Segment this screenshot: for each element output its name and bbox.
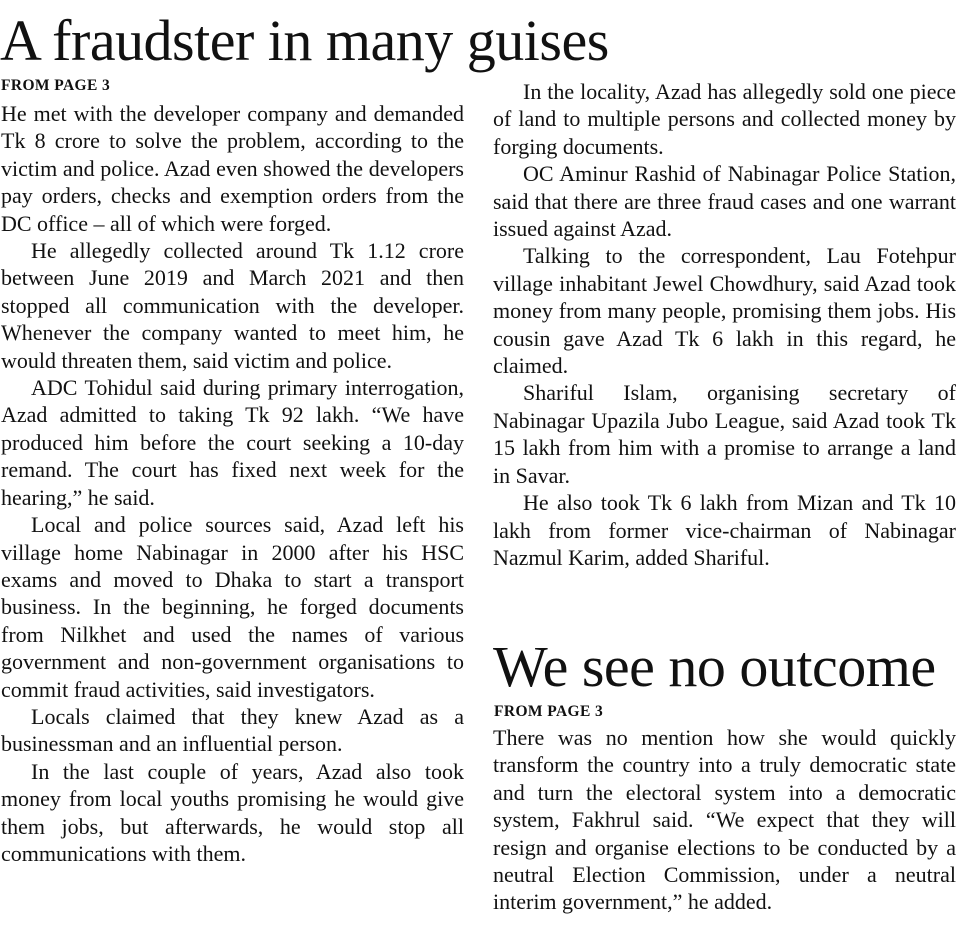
paragraph: Local and police sources said, Azad left his village home Nabinagar in 2000 after his HSC exams and moved to Dhaka to start a transport business. In the beginning, he forged documents from Nilkhet and used the names of various government and non-government organisations to commit fraud activities, said investigators. bbox=[1, 512, 464, 702]
continued-from-label: FROM PAGE 3 bbox=[1, 77, 111, 94]
article-column-left bbox=[1, 100, 464, 867]
paragraph: He allegedly collected around Tk 1.12 crore between June 2019 and March 2021 and then stopped all communication with the developer. Whenever the company wanted to meet him, he would threaten them, said victim and police. bbox=[1, 238, 464, 373]
paragraph: Talking to the correspondent, Lau Fotehpur village inhabitant Jewel Chowdhury, said Azad took money from many people, promising them jobs. His cousin gave Azad Tk 6 lakh in this regard, he claimed. bbox=[493, 243, 956, 379]
continued-from-label: FROM PAGE 3 bbox=[494, 703, 604, 720]
paragraph: ADC Tohidul said during primary interrogation, Azad admitted to taking Tk 92 lakh. “We have produced him before the court seeking a 10-day remand. The court has fixed next week for the hearing,” he said. bbox=[1, 375, 464, 510]
paragraph: He also took Tk 6 lakh from Mizan and Tk 10 lakh from former vice-chairman of Nabinagar Nazmul Karim, added Shariful. bbox=[493, 490, 956, 570]
paragraph: He met with the developer company and demanded Tk 8 crore to solve the problem, according to the victim and police. Azad even showed the developers pay orders, checks and exemption orders from the DC office – all of which were forged. bbox=[1, 101, 464, 236]
paragraph: Shariful Islam, organising secretary of Nabinagar Upazila Jubo League, said Azad took Tk 15 lakh from him with a promise to arrange a land in Savar. bbox=[493, 380, 956, 488]
article-headline: A fraudster in many guises bbox=[0, 8, 609, 73]
paragraph: There was no mention how she would quickly transform the country into a truly democratic state and turn the electoral system into a democratic system, Fakhrul said. “We expect that they will resign and organise elections to be conducted by a neutral Election Commission, under a neutral interim government,” he added. bbox=[493, 725, 956, 915]
second-article-column bbox=[493, 724, 956, 916]
paragraph: In the locality, Azad has allegedly sold one piece of land to multiple persons and collected money by forging documents. bbox=[493, 79, 956, 159]
second-article-headline: We see no outcome bbox=[493, 634, 936, 699]
paragraph: OC Aminur Rashid of Nabinagar Police Station, said that there are three fraud cases and one warrant issued against Azad. bbox=[493, 161, 956, 242]
paragraph: Locals claimed that they knew Azad as a businessman and an influential person. bbox=[1, 703, 464, 757]
article-column-right bbox=[493, 78, 956, 571]
paragraph: In the last couple of years, Azad also took money from local youths promising he would give them jobs, but afterwards, he would stop all communications with them. bbox=[1, 758, 464, 866]
